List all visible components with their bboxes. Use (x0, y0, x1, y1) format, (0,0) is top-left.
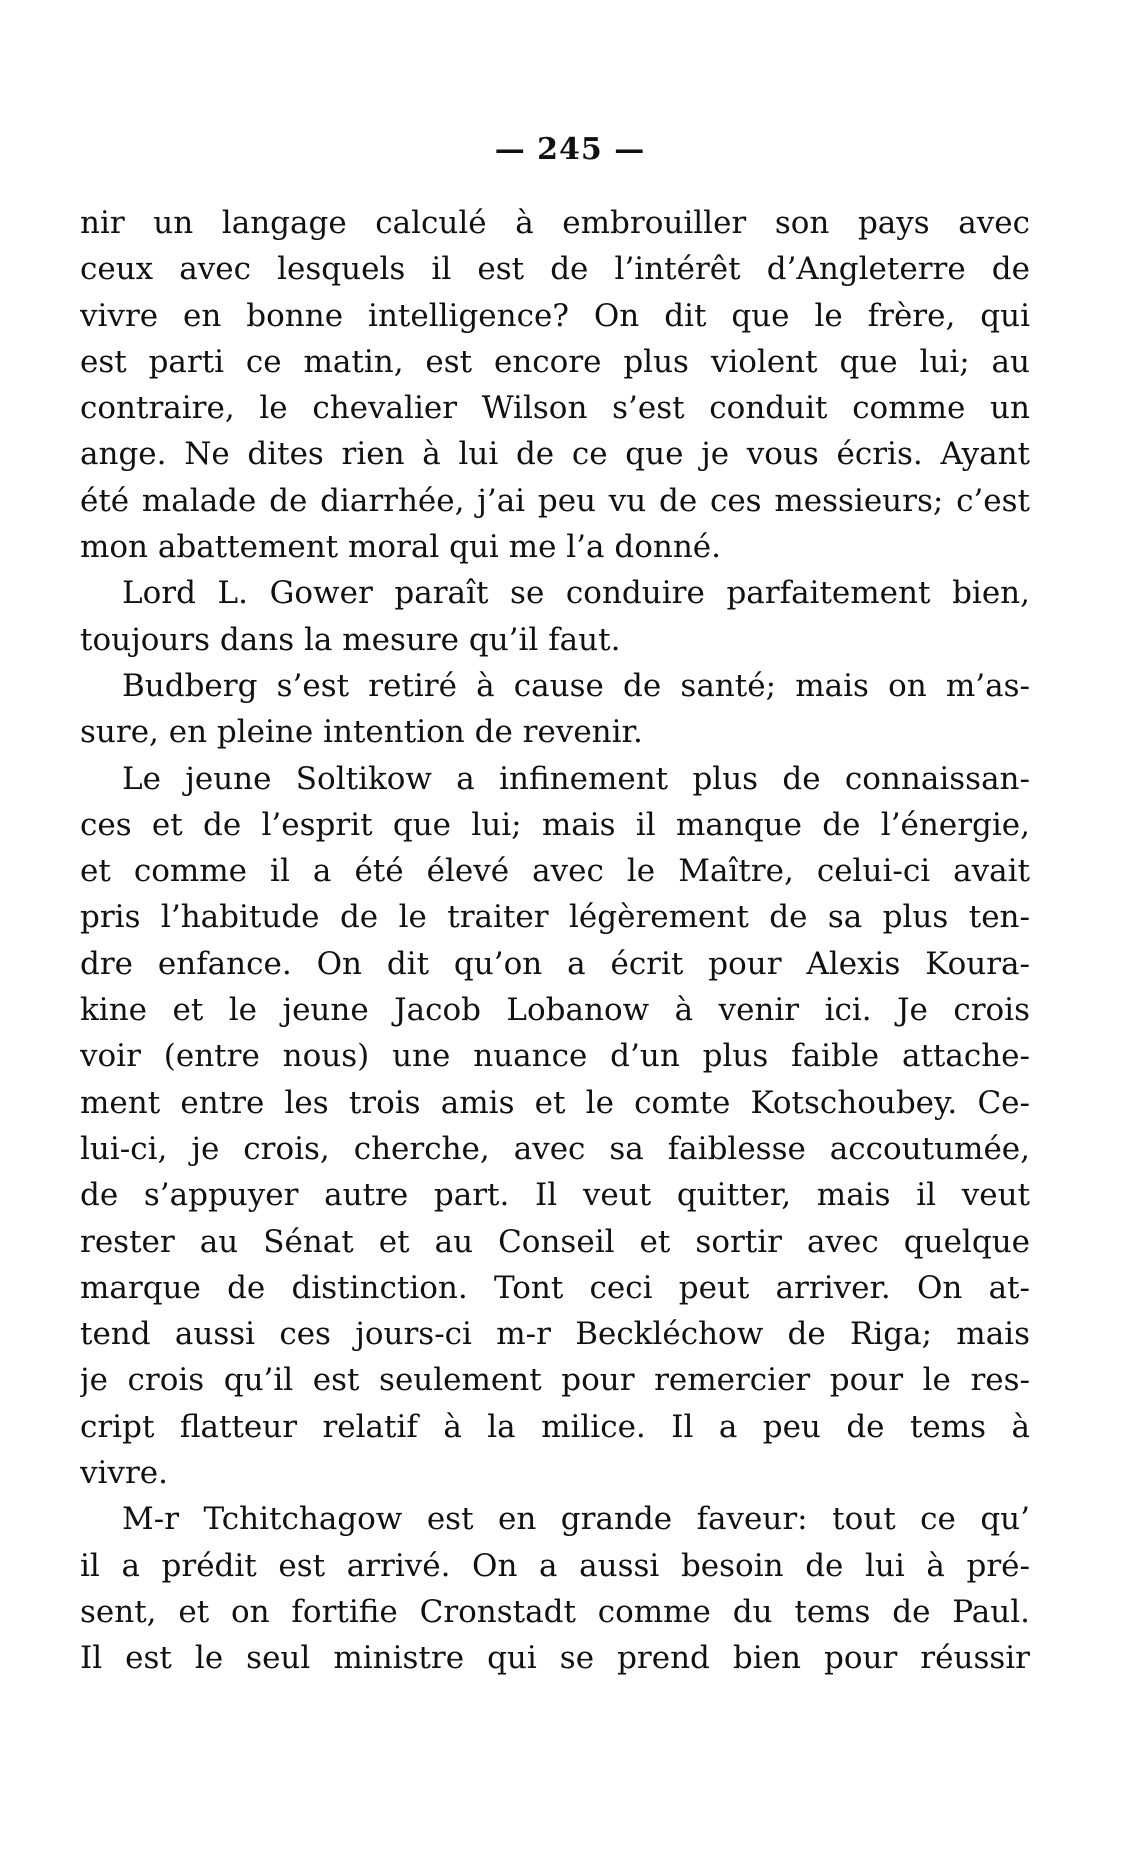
paragraph-end-line: sure, en pleine intention de revenir. (80, 714, 643, 751)
text-line: été malade de diarrhée, j’ai peu vu de ces messieurs; c’est (80, 482, 1030, 519)
body-text (80, 200, 1030, 1682)
text-line: il a prédit est arrivé. On a aussi besoin de lui à pré- (80, 1547, 1030, 1584)
text-line: ceux avec lesquels il est de l’intérêt d’Angleterre de (80, 251, 1030, 288)
text-line: contraire, le chevalier Wilson s’est conduit comme un (80, 390, 1030, 427)
text-line: kine et le jeune Jacob Lobanow à venir ici. Je crois (80, 992, 1030, 1029)
text-line: sent, et on fortifie Cronstadt comme du tems de Paul. (80, 1593, 1030, 1630)
text-line: ment entre les trois amis et le comte Kotschoubey. Ce- (80, 1084, 1030, 1121)
paragraph-start-line: M-r Tchitchagow est en grande faveur: tout ce qu’ (122, 1501, 1030, 1538)
paragraph-start-line: Lord L. Gower paraît se conduire parfaitement bien, (122, 575, 1030, 612)
text-line: tend aussi ces jours-ci m-r Beckléchow de Riga; mais (80, 1316, 1030, 1353)
text-line: et comme il a été élevé avec le Maître, celui-ci avait (80, 853, 1030, 890)
page-number: — 245 — (494, 132, 646, 167)
text-line: cript flatteur relatif à la milice. Il a peu de tems à (80, 1408, 1030, 1445)
text-line: est parti ce matin, est encore plus violent que lui; au (80, 343, 1030, 380)
text-line: de s’appuyer autre part. Il veut quitter, mais il veut (80, 1177, 1030, 1214)
text-line: dre enfance. On dit qu’on a écrit pour Alexis Koura- (80, 945, 1030, 982)
text-line: pris l’habitude de le traiter légèrement de sa plus ten- (80, 899, 1030, 936)
text-line: marque de distinction. Tont ceci peut arriver. On at- (80, 1269, 1030, 1306)
text-line: Il est le seul ministre qui se prend bien pour réussir (80, 1640, 1030, 1677)
text-line: lui-ci, je crois, cherche, avec sa faiblesse accoutumée, (80, 1130, 1030, 1167)
paragraph-end-line: mon abattement moral qui me l’a donné. (80, 529, 722, 566)
paragraph-start-line: Budberg s’est retiré à cause de santé; mais on m’as- (122, 667, 1030, 704)
text-line: rester au Sénat et au Conseil et sortir avec quelque (80, 1223, 1030, 1260)
text-line: voir (entre nous) une nuance d’un plus faible attache- (80, 1038, 1030, 1075)
text-line: je crois qu’il est seulement pour remercier pour le res- (80, 1362, 1030, 1399)
text-line: nir un langage calculé à embrouiller son pays avec (80, 205, 1030, 241)
text-line: vivre en bonne intelligence? On dit que le frère, qui (80, 297, 1030, 334)
paragraph-end-line: vivre. (80, 1455, 168, 1492)
text-line: ces et de l’esprit que lui; mais il manque de l’énergie, (80, 806, 1030, 843)
text-line: ange. Ne dites rien à lui de ce que je vous écris. Ayant (80, 436, 1030, 473)
paragraph-end-line: toujours dans la mesure qu’il faut. (80, 621, 621, 658)
paragraph-start-line: Le jeune Soltikow a infinement plus de connaissan- (122, 760, 1030, 797)
